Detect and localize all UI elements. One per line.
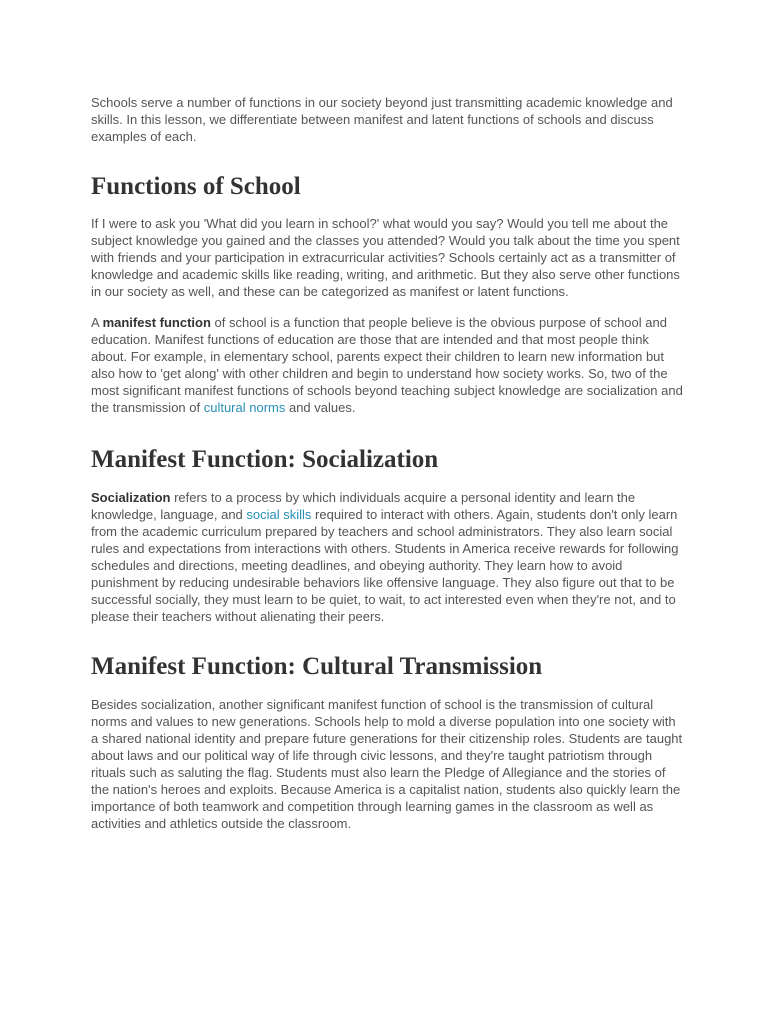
- heading-cultural-transmission: Manifest Function: Cultural Transmission: [91, 653, 543, 680]
- heading-socialization: Manifest Function: Socialization: [91, 446, 439, 473]
- manifest-function-paragraph: [91, 314, 683, 416]
- heading-functions-of-school: Functions of School: [91, 173, 301, 200]
- socialization-text-after: required to interact with others. Again, students don't only learn from the academic curriculum prepared by teachers and school administrators. They also learn social rules and expectations from interactions with others. Students in America receive rewards for following schedules and directions, meeting deadlines, and obeying authority. They learn how to avoid punishment by reducing undesirable behaviors like offensive language. They also figure out that to be successful socially, they must learn to be quiet, to wait, to act interested even when they're not, and to please their teachers without alienating their peers.: [91, 507, 679, 624]
- manifest-text-after: and values.: [285, 400, 356, 415]
- socialization-paragraph: [91, 489, 683, 625]
- manifest-text-before: A: [91, 315, 103, 330]
- socialization-text-before: refers to a process by which individuals acquire a personal identity and learn the knowledge, language, and: [91, 490, 636, 522]
- document-page: [91, 94, 683, 832]
- cultural-norms-link[interactable]: cultural norms: [203, 400, 286, 415]
- functions-paragraph: If I were to ask you 'What did you learn in school?' what would you say? Would you tell me about the subject knowledge you gained and the classes you attended? Would you talk about the time you spent with friends and your participation in extracurricular activities? Schools certainly act as a transmitter of knowledge and academic skills like reading, writing, and arithmetic. But they also serve other functions in our society as well, and these can be categorized as manifest or latent functions.: [91, 216, 680, 299]
- cultural-transmission-paragraph: Besides socialization, another significant manifest function of school is the transmission of cultural norms and values to new generations. Schools help to mold a diverse population into one society with a shared national identity and prepare future generations for their citizenship roles. Students are taught about laws and our political way of life through civic lessons, and they're taught patriotism through rituals such as saluting the flag. Students must also learn the Pledge of Allegiance and the stories of the nation's heroes and exploits. Because America is a capitalist nation, students also quickly learn the importance of both teamwork and competition through learning games in the classroom as well as activities and athletics outside the classroom.: [91, 697, 683, 831]
- manifest-function-term: manifest function: [102, 315, 211, 330]
- social-skills-link[interactable]: social skills: [246, 507, 312, 522]
- socialization-term: Socialization: [91, 490, 171, 505]
- intro-paragraph: Schools serve a number of functions in our society beyond just transmitting academic knowledge and skills. In this lesson, we differentiate between manifest and latent functions of schools and discuss examples of each.: [91, 95, 673, 144]
- manifest-text-middle: of school is a function that people believe is the obvious purpose of school and education. Manifest functions of education are those that are intended and that most people think about. For example, in elementary school, parents expect their children to learn new information but also how to 'get along' with other children and begin to understand how society works. So, two of the most significant manifest functions of schools beyond teaching subject knowledge are socialization and the transmission of: [91, 315, 683, 415]
